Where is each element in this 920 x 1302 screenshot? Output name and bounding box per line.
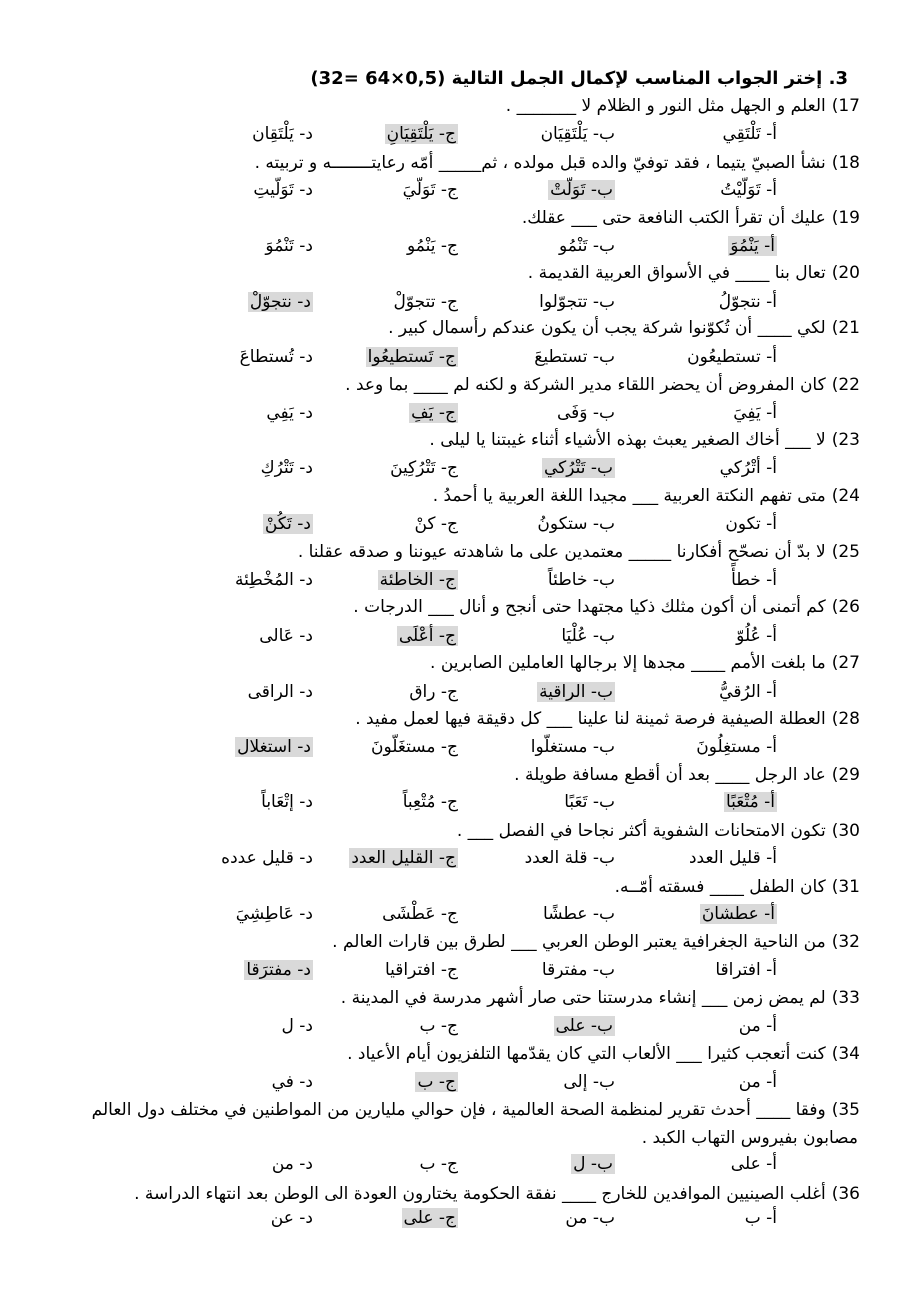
question-text: عليك أن تقرأ الكتب النافعة حتى ___ عقلك. — [521, 208, 826, 228]
answer-option-label: ج- راق — [409, 682, 458, 702]
question-number: 19) — [831, 208, 860, 228]
answer-options — [0, 960, 920, 984]
answer-option-label: أ- ب — [744, 1208, 777, 1228]
question-29 — [514, 765, 860, 785]
answer-option[interactable] — [689, 848, 777, 868]
answer-option-label: أ- تستطيعُون — [687, 347, 777, 367]
answer-option[interactable] — [385, 960, 458, 980]
answer-option[interactable] — [407, 236, 458, 256]
answer-option[interactable] — [720, 180, 777, 200]
question-18 — [255, 153, 860, 173]
answer-option[interactable] — [419, 1016, 458, 1036]
answer-option-label: أ- على — [730, 1154, 777, 1174]
answer-option-label: ب- تَتْرُكي — [543, 458, 613, 478]
question-number: 29) — [831, 765, 860, 785]
answer-option[interactable] — [261, 458, 313, 478]
answer-option[interactable] — [261, 792, 313, 812]
answer-option-label: أ- مُتْعَبًا — [725, 792, 775, 812]
answer-option[interactable] — [403, 792, 458, 812]
question-30 — [457, 821, 860, 841]
answer-option-label: أ- يَنْمُوَ — [730, 236, 775, 256]
answer-option-label: ب- ستكونُ — [537, 514, 615, 534]
answer-option[interactable] — [561, 626, 615, 646]
question-number: 35) — [831, 1100, 860, 1120]
question-24 — [433, 486, 860, 506]
answer-option[interactable] — [731, 1154, 777, 1174]
answer-option-label: د- عن — [270, 1208, 313, 1228]
answer-options — [0, 570, 920, 594]
answer-option[interactable] — [565, 1208, 615, 1228]
answer-option-highlighted[interactable] — [349, 848, 458, 868]
answer-option[interactable] — [419, 1154, 458, 1174]
answer-options — [0, 347, 920, 371]
answer-option-label: ب- تتجوّلوا — [539, 292, 615, 312]
question-text: متى تفهم النكتة العربية ___ مجيدا اللغة العربية يا أحمدُ . — [432, 486, 826, 506]
answer-options — [0, 792, 920, 816]
question-number: 18) — [831, 153, 860, 173]
answer-option-highlighted[interactable] — [554, 1016, 615, 1036]
answer-option[interactable] — [403, 180, 458, 200]
answer-option[interactable] — [563, 1072, 615, 1092]
answer-option[interactable] — [266, 403, 313, 423]
answer-option-label: ج- تَتْرُكِينَ — [390, 458, 458, 478]
answer-option-label: ب- مستغلّوا — [530, 737, 615, 757]
question-number: 33) — [831, 988, 860, 1008]
answer-option-label: ب- وَفَى — [556, 403, 615, 423]
question-number: 23) — [831, 430, 860, 450]
answer-option[interactable] — [259, 626, 313, 646]
question-23 — [429, 430, 860, 450]
answer-option-label: ج- عَطْشَى — [382, 904, 458, 924]
answer-option-highlighted[interactable] — [724, 792, 777, 812]
answer-option-label: د- ل — [281, 1016, 313, 1036]
answer-options — [0, 904, 920, 928]
answer-option[interactable] — [541, 124, 615, 144]
question-text: العطلة الصيفية فرصة ثمينة لنا علينا ___ كل دقيقة فيها لعمل مفيد . — [355, 709, 826, 729]
answer-option-label: د- تَتْرُكِ — [260, 458, 313, 478]
answer-option-highlighted[interactable] — [366, 347, 458, 367]
answer-option-label: ب- عطشًا — [543, 904, 615, 924]
answer-option[interactable] — [564, 792, 615, 812]
question-text: لكي ____ أن تُكوّنوا شركة يجب أن يكون عندكم رأسمال كبير . — [388, 318, 826, 338]
answer-option[interactable] — [371, 737, 458, 757]
answer-option-label: ج- أعْلَى — [398, 626, 456, 646]
answer-option-label: أ- تَوَلّيْتُ — [720, 180, 777, 200]
question-text: وفقا ____ أحدث تقرير لمنظمة الصحة العالمية ، فإن حوالي مليارين من المواطنين في مختلف دول العالم — [91, 1100, 826, 1120]
answer-option-label: أ- يَفِيَ — [733, 403, 777, 423]
answer-option[interactable] — [537, 514, 615, 534]
answer-option[interactable] — [252, 124, 313, 144]
answer-option-label: أ- خطأً — [731, 570, 777, 590]
answer-option-label: ب- تَعَبًا — [564, 792, 615, 812]
answer-option-label: أ- نتجوّلُ — [718, 292, 777, 312]
question-36 — [134, 1184, 860, 1204]
answer-options — [0, 848, 920, 872]
question-number: 36) — [831, 1184, 860, 1204]
question-text: عاد الرجل ____ بعد أن أقطع مسافة طويلة . — [514, 765, 826, 785]
question-21 — [388, 318, 860, 338]
answer-options — [0, 403, 920, 427]
question-32 — [332, 932, 860, 952]
answer-option-label: ج- كنْ — [414, 514, 458, 534]
question-text-continued: مصابون بفيروس التهاب الكبد . — [641, 1128, 858, 1148]
answer-option-highlighted[interactable] — [263, 514, 313, 534]
question-31 — [615, 877, 860, 897]
answer-option-highlighted[interactable] — [728, 236, 777, 256]
answer-option[interactable] — [719, 682, 777, 702]
question-34 — [347, 1044, 860, 1064]
question-text: من الناحية الجغرافية يعتبر الوطن العربي ___ لطرق بين قارات العالم . — [332, 932, 826, 952]
answer-option-label: ج- مُتْعِباً — [402, 792, 458, 812]
answer-options — [0, 124, 920, 148]
answer-option-label: د- المُخْطِئة — [234, 570, 313, 590]
question-22 — [345, 375, 860, 395]
section-heading: 3. إختر الجواب المناسب لإكمال الجمل التالية (0,5×64 =32) — [310, 68, 848, 89]
answer-options — [0, 1208, 920, 1232]
answer-option[interactable] — [394, 292, 458, 312]
answer-options — [0, 1154, 920, 1178]
answer-option-label: د- تَنْمُوَ — [265, 236, 313, 256]
question-number: 20) — [831, 263, 860, 283]
answer-option[interactable] — [722, 124, 777, 144]
answer-option[interactable] — [265, 236, 313, 256]
answer-option-label: ج- ب — [417, 1072, 456, 1092]
answer-option-highlighted[interactable] — [409, 403, 458, 423]
question-text: أغلب الصينيين الموافدين للخارج ____ نفقة الحكومة يختارون العودة الى الوطن بعد انتهاء الدراسة . — [134, 1184, 826, 1204]
answer-option-label: ب- تَوَلّتْ — [550, 180, 613, 200]
answer-option[interactable] — [248, 682, 313, 702]
answer-option-label: ب- يَلْتَقِيَان — [540, 124, 615, 144]
answer-option-label: د- نتجوّلْ — [249, 292, 311, 312]
answer-option[interactable] — [543, 904, 615, 924]
answer-option-label: د- في — [271, 1072, 313, 1092]
question-number: 22) — [831, 375, 860, 395]
answer-option-label: ج- يَنْمُو — [407, 236, 458, 256]
answer-option-label: د- تَوَلّيتِ — [253, 180, 313, 200]
answer-option-highlighted[interactable] — [700, 904, 777, 924]
question-text: تعال بنا ____ في الأسواق العربية القديمة . — [527, 263, 826, 283]
question-28 — [355, 709, 860, 729]
question-number: 31) — [831, 877, 860, 897]
answer-option[interactable] — [539, 292, 615, 312]
answer-options — [0, 682, 920, 706]
answer-option-label: د- من — [271, 1154, 313, 1174]
question-text: لم يمض زمن ___ إنشاء مدرستنا حتى صار أشهر مدرسة في المدينة . — [340, 988, 826, 1008]
answer-option-label: أ- مستغِلُونَ — [696, 737, 777, 757]
answer-option-label: أ- عطشانَ — [701, 904, 775, 924]
question-20 — [528, 263, 860, 283]
question-number: 24) — [831, 486, 860, 506]
answer-option[interactable] — [715, 960, 777, 980]
answer-option[interactable] — [559, 236, 615, 256]
question-25 — [298, 542, 860, 562]
answer-options — [0, 458, 920, 482]
answer-option-label: د- يَفِي — [266, 403, 313, 423]
question-number: 34) — [831, 1044, 860, 1064]
answer-option[interactable] — [236, 904, 313, 924]
question-number: 30) — [831, 821, 860, 841]
question-number: 21) — [831, 318, 860, 338]
answer-option-label: د- قليل عدده — [221, 848, 313, 868]
answer-option-label: د- يَلْتَقِان — [252, 124, 313, 144]
answer-options — [0, 514, 920, 538]
answer-option[interactable] — [282, 1016, 313, 1036]
answer-option[interactable] — [739, 1072, 777, 1092]
answer-option[interactable] — [725, 514, 777, 534]
answer-option-label: ج- على — [403, 1208, 456, 1228]
answer-option[interactable] — [548, 570, 615, 590]
question-text: ما بلغت الأمم ____ مجدها إلا برجالها العاملين الصابرين . — [430, 653, 826, 673]
answer-option[interactable] — [240, 347, 313, 367]
answer-options — [0, 180, 920, 204]
answer-option-highlighted[interactable] — [537, 682, 615, 702]
answer-option-highlighted[interactable] — [378, 570, 458, 590]
answer-option-label: ب- تستطيعَ — [534, 347, 615, 367]
answer-option[interactable] — [235, 570, 313, 590]
question-26 — [353, 597, 860, 617]
question-text: كم أتمنى أن أكون مثلك ذكيا مجتهدا حتى أنجح و أنال ___ الدرجات . — [353, 597, 826, 617]
answer-option[interactable] — [745, 1208, 777, 1228]
answer-option-label: د- الراقى — [247, 682, 313, 702]
answer-option-label: أ- من — [738, 1016, 777, 1036]
answer-option[interactable] — [687, 347, 777, 367]
question-text: العلم و الجهل مثل النور و الظلام لا _______ . — [505, 96, 826, 116]
answer-option-label: ب- على — [555, 1016, 613, 1036]
answer-option[interactable] — [253, 180, 313, 200]
answer-option[interactable] — [739, 1016, 777, 1036]
question-35 — [92, 1100, 860, 1120]
answer-option-label: ب- عُلْيَا — [561, 626, 615, 646]
answer-option-label: ج- الخاطئة — [379, 570, 456, 590]
answer-option[interactable] — [736, 626, 777, 646]
question-text: لا ___ أخاك الصغير يعبث بهذه الأشياء أثناء غيبتنا يا ليلى . — [429, 430, 826, 450]
question-text: كان المفروض أن يحضر اللقاء مدير الشركة و لكنه لم ____ بما وعد . — [345, 375, 826, 395]
answer-option-highlighted[interactable] — [542, 458, 615, 478]
answer-option[interactable] — [531, 737, 615, 757]
question-27 — [430, 653, 860, 673]
answer-option[interactable] — [719, 292, 777, 312]
answer-option-label: د- تُستطاعَ — [239, 347, 313, 367]
answer-option[interactable] — [409, 682, 458, 702]
answer-option-label: د- مفترَقا — [246, 960, 311, 980]
answer-option[interactable] — [221, 848, 313, 868]
answer-option-label: ج- تتجوّلْ — [393, 292, 458, 312]
question-number: 25) — [831, 542, 860, 562]
answer-option-label: ج- يَفِ — [411, 403, 456, 423]
answer-option-label: أ- قليل العدد — [688, 848, 777, 868]
answer-option-label: ب- إلى — [563, 1072, 615, 1092]
answer-option-label: د- تَكُنْ — [264, 514, 311, 534]
answer-options — [0, 1016, 920, 1040]
answer-option[interactable] — [390, 458, 458, 478]
answer-option-label: ب- الراقية — [539, 682, 613, 702]
question-number: 28) — [831, 709, 860, 729]
answer-option-label: ج- ب — [419, 1016, 458, 1036]
answer-option-label: ج- القليل العدد — [351, 848, 456, 868]
answer-option-highlighted[interactable] — [248, 292, 313, 312]
answer-option[interactable] — [557, 403, 615, 423]
question-17 — [506, 96, 860, 116]
question-19 — [522, 208, 860, 228]
answer-option-label: د- إتْعَاباً — [261, 792, 313, 812]
answer-option-label: د- عَاطِشِيَ — [235, 904, 313, 924]
answer-option[interactable] — [525, 848, 615, 868]
question-number: 27) — [831, 653, 860, 673]
answer-option[interactable] — [733, 403, 777, 423]
answer-option-highlighted[interactable] — [571, 1154, 615, 1174]
answer-option-label: أ- الرُقيُّ — [719, 682, 777, 702]
answer-options — [0, 737, 920, 761]
answer-option-label: ج- تَوَلّيَ — [402, 180, 458, 200]
answer-option-label: ب- قلة العدد — [524, 848, 615, 868]
answer-option-highlighted[interactable] — [385, 124, 458, 144]
answer-option[interactable] — [696, 737, 777, 757]
answer-option[interactable] — [414, 514, 458, 534]
question-number: 17) — [831, 96, 860, 116]
question-number: 26) — [831, 597, 860, 617]
answer-option[interactable] — [272, 1072, 313, 1092]
question-number: 32) — [831, 932, 860, 952]
question-text: كان الطفل ____ فسقته أمّــه. — [614, 877, 826, 897]
answer-option-label: ب- مفترقا — [541, 960, 615, 980]
answer-option[interactable] — [731, 570, 777, 590]
answer-option-label: أ- تَلْتَقِي — [722, 124, 777, 144]
answer-option-label: ج- ب — [419, 1154, 458, 1174]
answer-option[interactable] — [382, 904, 458, 924]
answer-option[interactable] — [272, 1154, 313, 1174]
answer-option-label: أ- عُلُوّ — [736, 626, 777, 646]
answer-option-label: ب- ل — [573, 1154, 613, 1174]
answer-options — [0, 236, 920, 260]
answer-option[interactable] — [542, 960, 615, 980]
question-text: لا بدّ أن نصحّح أفكارنا _____ معتمدين على ما شاهدته عيوننا و صدقه عقلنا . — [297, 542, 826, 562]
answer-option-highlighted[interactable] — [397, 626, 458, 646]
answer-options — [0, 1072, 920, 1096]
question-text: نشأ الصبيّ يتيما ، فقد توفيّ والده قبل مولده ، ثم_____ أمّه رعايتــــــــه و تربيته . — [254, 153, 826, 173]
answer-option[interactable] — [534, 347, 615, 367]
answer-option-label: ج- تَستطيعُوا — [367, 347, 456, 367]
answer-options — [0, 292, 920, 316]
answer-option-label: د- عَالى — [259, 626, 313, 646]
answer-option-highlighted[interactable] — [402, 1208, 458, 1228]
answer-option-label: ب- تَنْمُو — [558, 236, 615, 256]
answer-option-label: د- استغلال — [237, 737, 311, 757]
answer-option-label: أ- افتراقا — [715, 960, 777, 980]
answer-option-label: ج- مستغَلّونَ — [370, 737, 458, 757]
answer-option-label: ب- من — [565, 1208, 615, 1228]
answer-option-label: ب- خاطئاً — [547, 570, 615, 590]
question-text: كنت أتعجب كثيرا ___ الألعاب التي كان يقدّمها التلفزيون أيام الأعياد . — [347, 1044, 826, 1064]
answer-option-label: أ- أتْرُكي — [719, 458, 777, 478]
answer-option[interactable] — [720, 458, 777, 478]
answer-option-label: أ- تكون — [725, 514, 777, 534]
question-text: تكون الامتحانات الشفوية أكثر نجاحا في الفصل ___ . — [456, 821, 826, 841]
answer-options — [0, 626, 920, 650]
answer-option-label: ج- يَلْتَقِيَانِ — [386, 124, 456, 144]
answer-option-highlighted[interactable] — [548, 180, 615, 200]
answer-option-highlighted[interactable] — [415, 1072, 458, 1092]
answer-option-highlighted[interactable] — [235, 737, 313, 757]
answer-option-label: أ- من — [738, 1072, 777, 1092]
answer-option[interactable] — [271, 1208, 313, 1228]
answer-option-highlighted[interactable] — [244, 960, 313, 980]
question-33 — [341, 988, 860, 1008]
answer-option-label: ج- افتراقيا — [384, 960, 458, 980]
